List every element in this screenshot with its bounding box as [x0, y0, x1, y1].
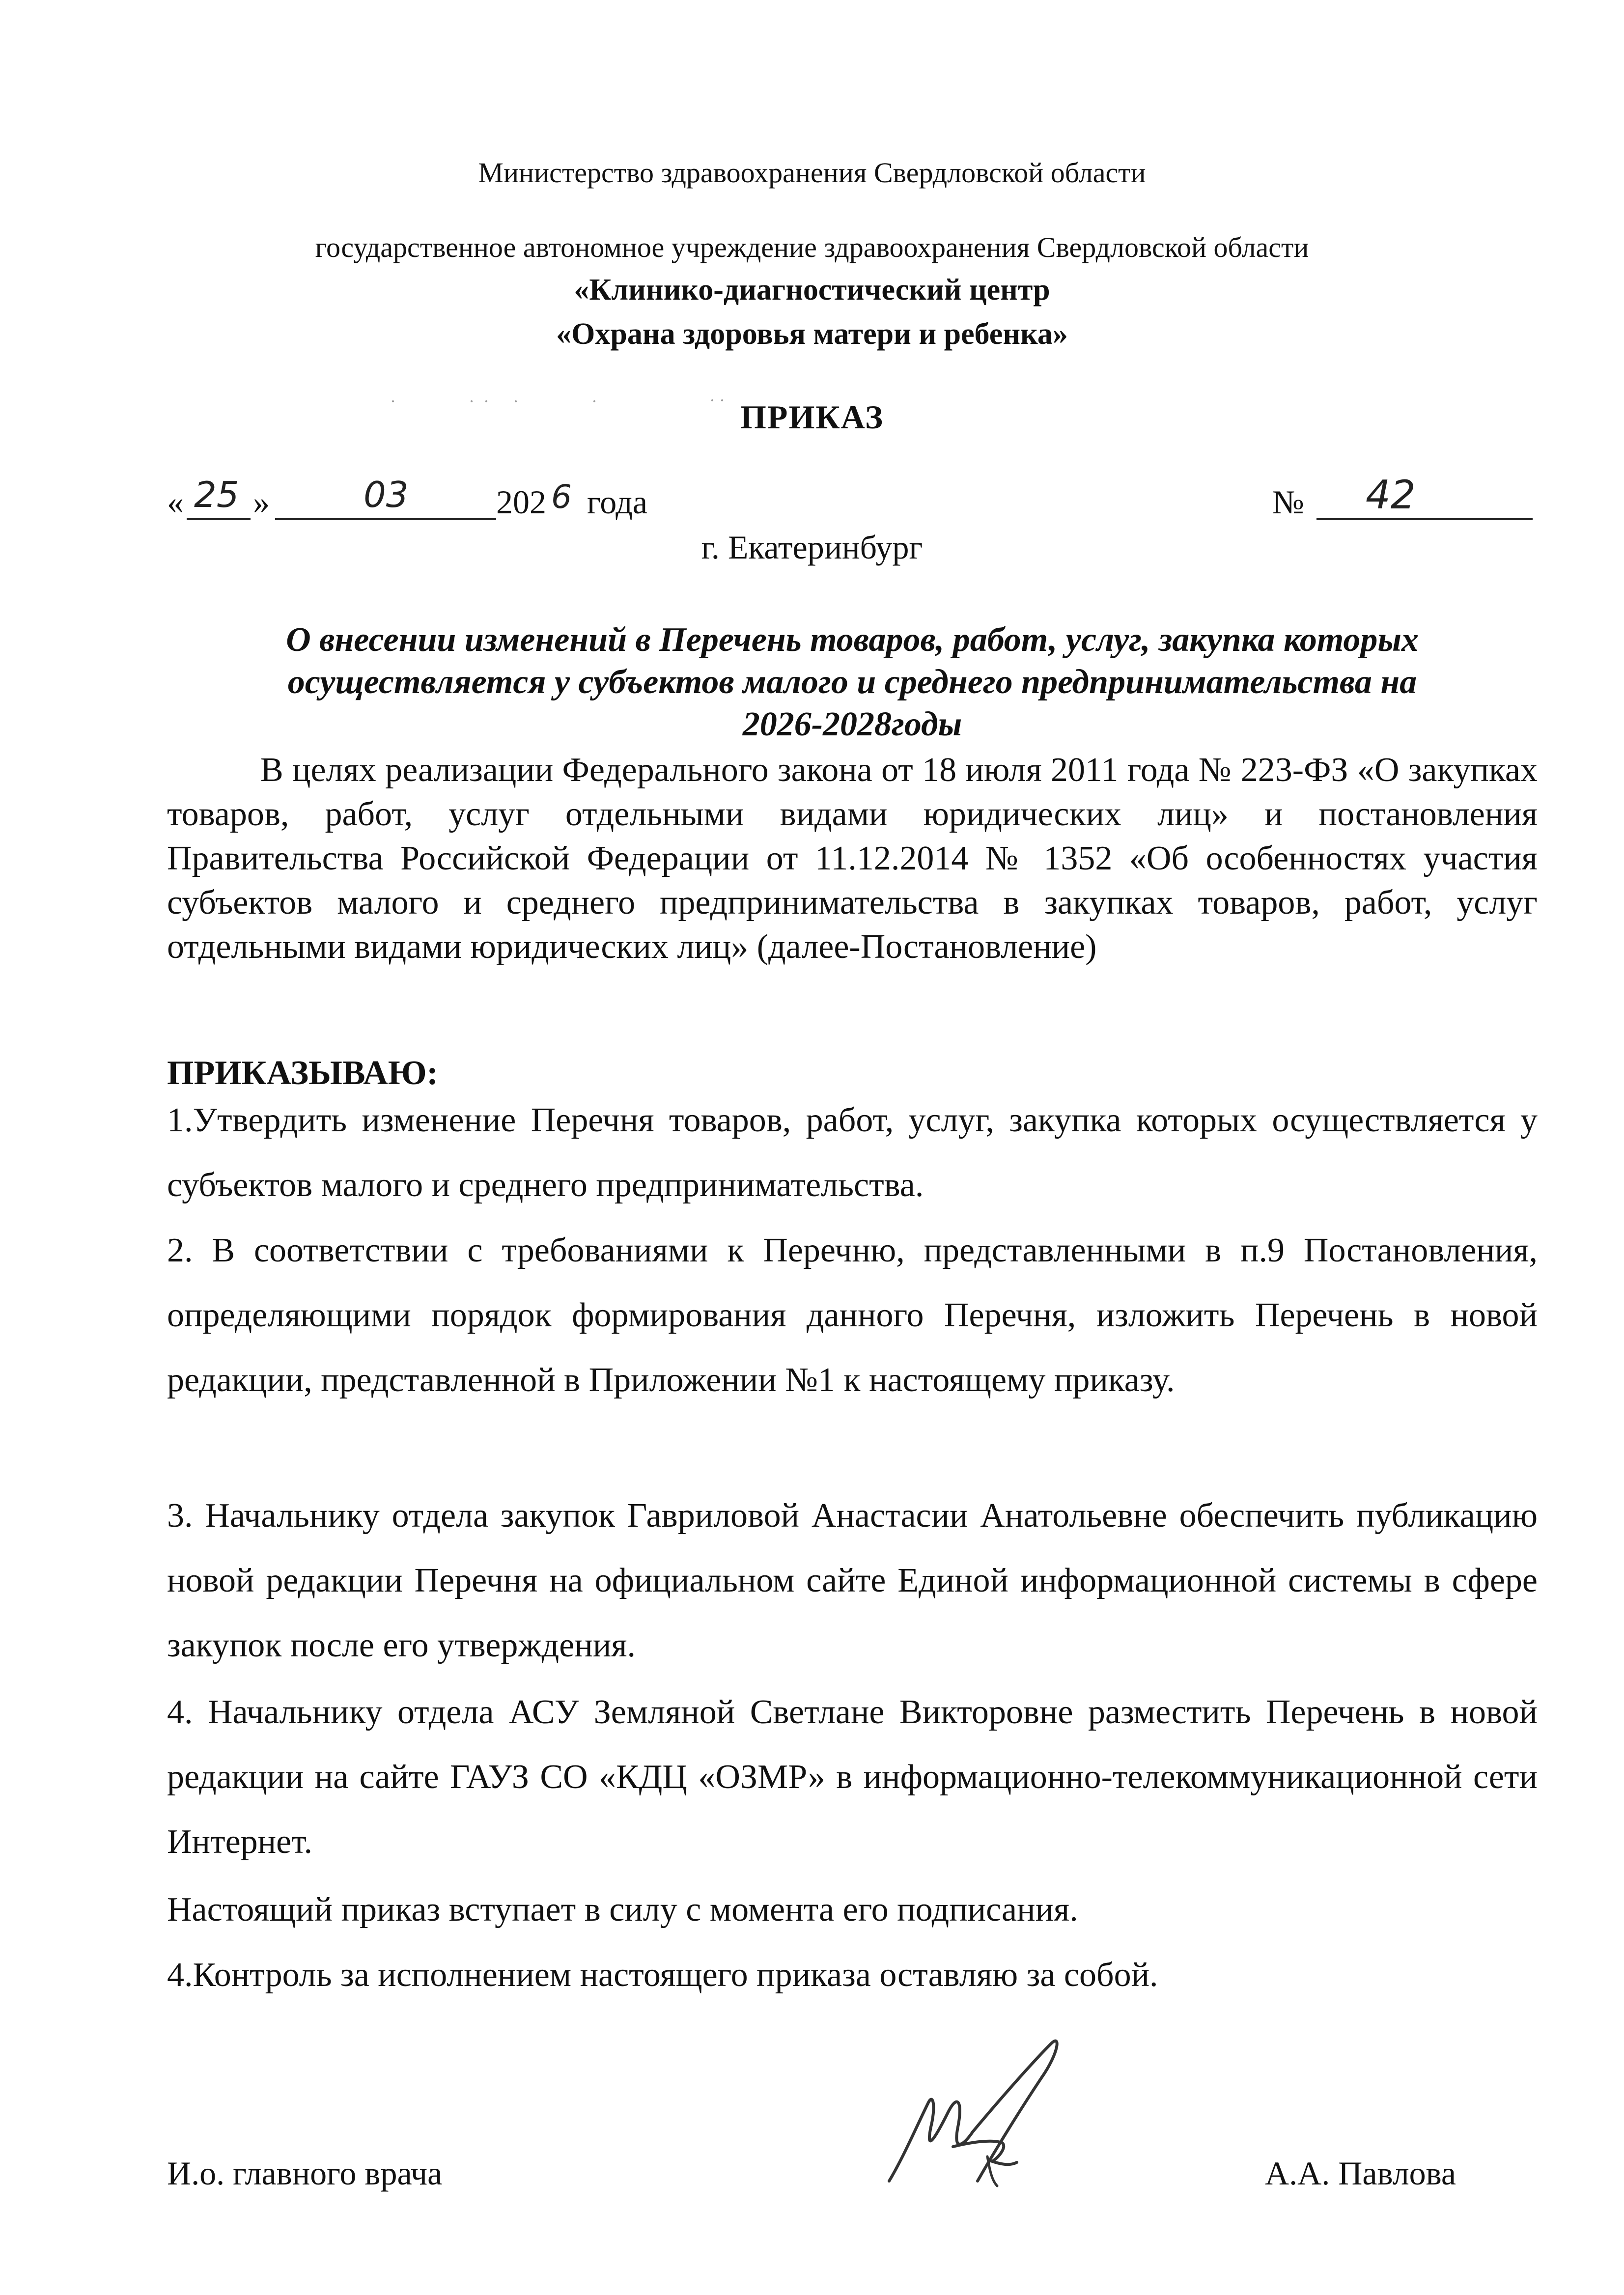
order-item-3: 3. Начальнику отдела закупок Гавриловой Анастасии Анатольевне обеспечить публикацию новой редакции Перечня на официальном сайте Единой информационной системы в сфере закупок после его утверждения.	[167, 1497, 1538, 1664]
date-open-quote: «	[167, 483, 184, 521]
date-day: 25	[194, 474, 239, 515]
org-name-line2: «Охрана здоровья матери и ребенка»	[556, 317, 1068, 351]
day-underline	[187, 518, 251, 520]
signer-position: И.о. главного врача	[167, 2155, 443, 2192]
subject-line2: осуществляется у субъектов малого и среднего предпринимательства на	[287, 663, 1417, 701]
number-value: 42	[1366, 472, 1416, 518]
order-item-1: 1.Утвердить изменение Перечня товаров, работ, услуг, закупка которых осуществляется у субъектов малого и среднего предпринимательства.	[167, 1101, 1538, 1204]
order-number	[1272, 472, 1538, 528]
subject-line1: О внесении изменений в Перечень товаров, работ, услуг, закупка которых	[286, 621, 1419, 659]
order-item-6: 4.Контроль за исполнением настоящего приказа оставляю за собой.	[167, 1956, 1158, 1994]
number-underline	[1316, 518, 1533, 520]
preamble: В целях реализации Федерального закона от 18 июля 2011 года № 223-ФЗ «О закупках товаров, работ, услуг отдельными видами юридических лиц» и постановления Правительства Российской Федерации от 11.12.2014 № 1352 «Об особенностях участия субъектов малого и среднего предпринимательства в закупках товаров, работ, услуг отдельными видами юридических лиц» (далее-Постановление)	[167, 751, 1538, 966]
order-item-4: 4. Начальнику отдела АСУ Земляной Светлане Викторовне разместить Перечень в новой редакции на сайте ГАУЗ СО «КДЦ «ОЗМР» в информационно-телекоммуникационной сети Интернет.	[167, 1693, 1538, 1861]
date-year-digit: 6	[551, 478, 572, 516]
date-year-prefix: 202	[496, 483, 546, 521]
date-suffix: года	[587, 483, 648, 521]
subject-line3: 2026-2028годы	[742, 705, 962, 743]
institution-line: государственное автономное учреждение здравоохранения Свердловской области	[315, 231, 1309, 263]
signer-name: А.А. Павлова	[1265, 2155, 1456, 2192]
date-month: 03	[364, 474, 409, 515]
date-close-quote: »	[253, 483, 270, 521]
order-word: ПРИКАЗЫВАЮ:	[167, 1054, 438, 1092]
month-underline	[275, 518, 496, 520]
order-item-5: Настоящий приказ вступает в силу с момента его подписания.	[167, 1891, 1078, 1929]
ministry-name: Министерство здравоохранения Свердловской области	[478, 157, 1146, 189]
number-label: №	[1272, 483, 1304, 521]
document-type: ПРИКАЗ	[740, 398, 884, 436]
order-item-2: 2. В соответствии с требованиями к Перечню, представленными в п.9 Постановления, определяющими порядок формирования данного Перечня, изложить Перечень в новой редакции, представленной в Приложении №1 к настоящему приказу.	[167, 1231, 1538, 1399]
handwritten-signature	[874, 2034, 1110, 2211]
city: г. Екатеринбург	[701, 529, 923, 566]
org-name-line1: «Клинико-диагностический центр	[574, 273, 1050, 307]
date-line	[167, 474, 707, 528]
signature-svg	[874, 2034, 1110, 2211]
